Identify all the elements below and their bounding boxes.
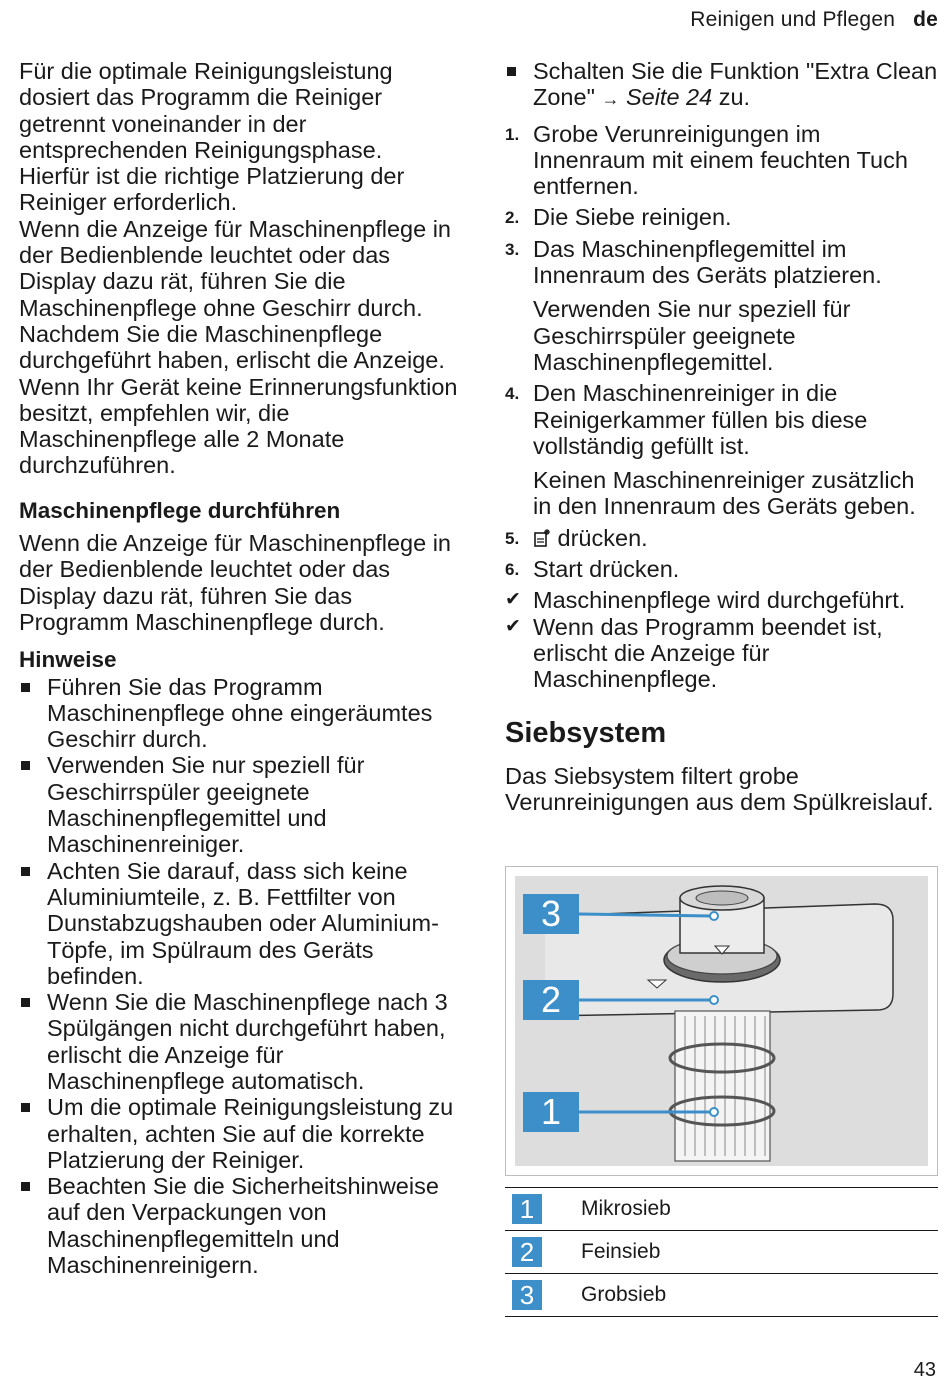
step-number: 5. — [505, 528, 520, 548]
result-item — [505, 614, 938, 693]
header-section-title: Reinigen und Pflegen — [690, 8, 896, 31]
note-text: Führen Sie das Programm Maschinenpflege ohne eingeräumtes Geschirr durch. — [47, 673, 433, 753]
square-bullet-icon — [21, 867, 30, 876]
note-text: Verwenden Sie nur speziell für Geschirrspüler geeignete Maschinenpflegemittel und Maschinenreiniger. — [47, 752, 365, 858]
page-header — [690, 8, 938, 32]
result-text: Wenn das Programm beendet ist, erlischt die Anzeige für Maschinenpflege. — [533, 613, 883, 693]
note-text: Wenn Sie die Maschinenpflege nach 3 Spülgängen nicht durchgeführt haben, erlischt die Anzeige für Maschinenpflege automatisch. — [47, 989, 448, 1094]
result-text: Maschinenpflege wird durchgeführt. — [533, 587, 906, 614]
square-bullet-icon — [21, 683, 30, 692]
result-item — [505, 587, 938, 613]
square-bullet-icon — [21, 1182, 30, 1191]
page-reference-link[interactable]: Seite 24 — [625, 84, 713, 111]
page-number: 43 — [913, 1359, 936, 1381]
maintenance-paragraph: Wenn die Anzeige für Maschinenpflege in der Bedienblende leuchtet oder das Display dazu rät, führen Sie das Programm Maschinenpflege durch. — [19, 530, 451, 635]
step-item — [505, 525, 938, 551]
table-row — [505, 1188, 938, 1231]
notes-title: Hinweise — [19, 647, 117, 673]
list-item — [19, 752, 459, 857]
callout-micro-filter: 1 — [523, 1092, 579, 1132]
machine-care-icon — [533, 527, 551, 545]
notes-list — [19, 674, 459, 1279]
step-number: 3. — [505, 239, 520, 259]
section-heading-maintenance: Maschinenpflege durchführen — [19, 497, 341, 523]
list-item — [19, 989, 459, 1094]
note-text: Beachten Sie die Sicherheitshinweise auf den Verpackungen von Maschinenpflegemitteln und Maschinenreinigern. — [47, 1173, 439, 1279]
step-text: Den Maschinenreiniger in die Reinigerkammer füllen bis diese vollständig gefüllt ist. — [533, 380, 868, 459]
step-text: Die Siebe reinigen. — [533, 204, 732, 231]
legend-number-badge: 3 — [512, 1280, 542, 1310]
list-item — [505, 58, 938, 113]
results-list — [505, 587, 938, 692]
note-text: Achten Sie darauf, dass sich keine Aluminiumteile, z. B. Fettfilter von Dunstabzugshauben oder Aluminium-Töpfe, im Spülraum des Geräts befinden. — [47, 857, 439, 989]
step-item — [505, 236, 938, 375]
prereq-text: Schalten Sie die Funktion "Extra Clean Zone" — [533, 58, 938, 111]
square-bullet-icon — [21, 761, 30, 770]
steps-list — [505, 121, 938, 583]
table-row — [505, 1231, 938, 1274]
callout-fine-filter: 2 — [523, 980, 579, 1020]
step-text: drücken. — [557, 524, 648, 551]
legend-number-badge: 1 — [512, 1194, 542, 1224]
list-item — [19, 674, 459, 753]
callout-coarse-filter: 3 — [523, 894, 579, 934]
square-bullet-icon — [21, 1103, 30, 1112]
checkmark-icon: ✔ — [505, 589, 521, 611]
figure-legend-table — [505, 1187, 938, 1317]
checkmark-icon: ✔ — [505, 615, 521, 637]
step-number: 6. — [505, 560, 520, 580]
step-item — [505, 204, 938, 230]
list-item — [19, 1173, 459, 1278]
legend-label: Grobsieb — [581, 1274, 938, 1317]
step-number: 4. — [505, 384, 520, 404]
step-item — [505, 380, 938, 519]
siebsystem-paragraph: Das Siebsystem filtert grobe Verunreinigungen aus dem Spülkreislauf. — [505, 762, 934, 816]
step-text: Grobe Verunreinigungen im Innenraum mit einem feuchten Tuch entfernen. — [533, 120, 908, 200]
step-subtext: Verwenden Sie nur speziell für Geschirrspüler geeignete Maschinenpflegemittel. — [533, 296, 851, 375]
note-text: Um die optimale Reinigungsleistung zu erhalten, achten Sie auf die korrekte Platzierung der Reiniger. — [47, 1094, 454, 1173]
step-text: drücken. — [589, 556, 680, 583]
prereq-list — [505, 58, 938, 113]
filter-system-figure — [505, 866, 938, 1176]
legend-label: Feinsieb — [581, 1231, 938, 1274]
intro-paragraph: Für die optimale Reinigungsleistung dosiert das Programm die Reiniger getrennt voneinander in der entsprechenden Reinigungsphase. Hierfür ist die richtige Platzierung der Reiniger erforderlich. — [19, 58, 405, 216]
step-number: 1. — [505, 124, 520, 144]
step-number: 2. — [505, 208, 520, 228]
start-button-label: Start — [533, 556, 583, 583]
legend-label: Mikrosieb — [581, 1188, 938, 1231]
step-item — [505, 121, 938, 200]
list-item — [19, 1094, 459, 1173]
header-language: de — [913, 8, 938, 31]
square-bullet-icon — [507, 67, 516, 76]
step-subtext: Keinen Maschinenreiniger zusätzlich in den Innenraum des Geräts geben. — [533, 467, 916, 520]
step-text: Das Maschinenpflegemittel im Innenraum des Geräts platzieren. — [533, 235, 882, 289]
right-column — [505, 58, 938, 815]
table-row — [505, 1274, 938, 1317]
prereq-text-end: zu. — [718, 84, 751, 111]
left-column — [19, 58, 459, 1278]
step-item — [505, 556, 938, 582]
arrow-right-icon: → — [601, 89, 620, 110]
square-bullet-icon — [21, 998, 30, 1007]
section-title-siebsystem: Siebsystem — [505, 716, 667, 749]
figure-background — [515, 876, 928, 1166]
legend-number-badge: 2 — [512, 1237, 542, 1267]
reminder-paragraph: Wenn die Anzeige für Maschinenpflege in der Bedienblende leuchtet oder das Display dazu rät, führen Sie die Maschinenpflege ohne Geschirr durch. Nachdem Sie die Maschinenpflege durchgeführt haben, erlischt die Anzeige. Wenn Ihr Gerät keine Erinnerungsfunktion besitzt, empfehlen wir, die Maschinenpflege alle 2 Monate durchzuführen. — [19, 215, 458, 479]
list-item — [19, 858, 459, 989]
